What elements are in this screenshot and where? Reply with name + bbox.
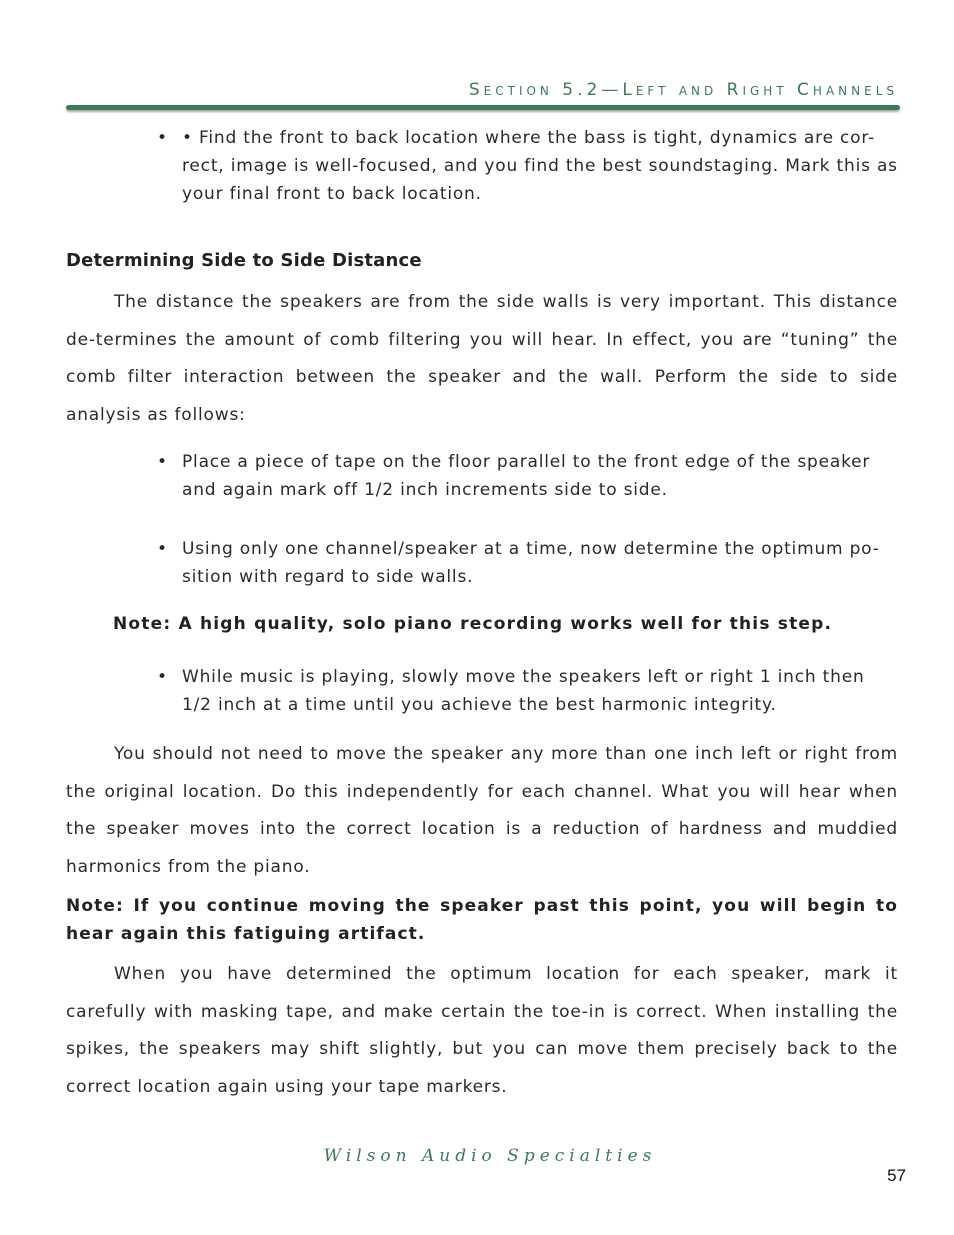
bullet-marker: • <box>157 667 168 687</box>
list-item <box>157 448 898 504</box>
note: Note: If you continue moving the speaker past this point, you will begin to hear again this fatiguing artifact. <box>66 896 898 944</box>
paragraph: The distance the speakers are from the side walls is very important. This distance de-termines the amount of comb filtering you will hear. In effect, you are “tuning” the comb filter interaction between the speaker and the wall. Perform the side to side analysis as follows: <box>66 292 898 425</box>
list-item-text: • Find the front to back location where the bass is tight, dynamics are cor-rect, image is well-focused, and you find the best soundstaging. Mark this as your final front to back location. <box>182 128 898 204</box>
paragraph: You should not need to move the speaker any more than one inch left or right from the original location. Do this independently for each channel. What you will hear when the speaker moves into the correct location is a reduction of hardness and muddied harmonics from the piano. <box>66 744 898 877</box>
bullet-marker: • <box>157 539 168 559</box>
note: Note: A high quality, solo piano recording works well for this step. <box>113 614 833 634</box>
running-header: Section 5.2—Left and Right Channels <box>468 80 898 100</box>
page-number: 57 <box>887 1166 906 1185</box>
list-item-text: Place a piece of tape on the floor parallel to the front edge of the speaker and again mark off 1/2 inch increments side to side. <box>182 452 871 500</box>
footer-brand: Wilson Audio Specialties <box>323 1146 657 1166</box>
list-item <box>157 663 898 719</box>
list-item <box>157 535 898 591</box>
list-item <box>157 124 898 208</box>
list-item-text: Using only one channel/speaker at a time, now determine the optimum po-sition with regard to side walls. <box>182 539 880 587</box>
bullet-marker: • <box>157 452 168 472</box>
bullet-marker: • <box>157 128 168 148</box>
list-item-text: While music is playing, slowly move the speakers left or right 1 inch then 1/2 inch at a time until you achieve the best harmonic integrity. <box>182 667 865 715</box>
paragraph: When you have determined the optimum location for each speaker, mark it carefully with masking tape, and make certain the toe-in is correct. When installing the spikes, the speakers may shift slightly, but you can move them precisely back to the correct location again using your tape markers. <box>66 964 898 1097</box>
section-heading: Determining Side to Side Distance <box>66 250 422 271</box>
header-rule <box>66 105 900 110</box>
